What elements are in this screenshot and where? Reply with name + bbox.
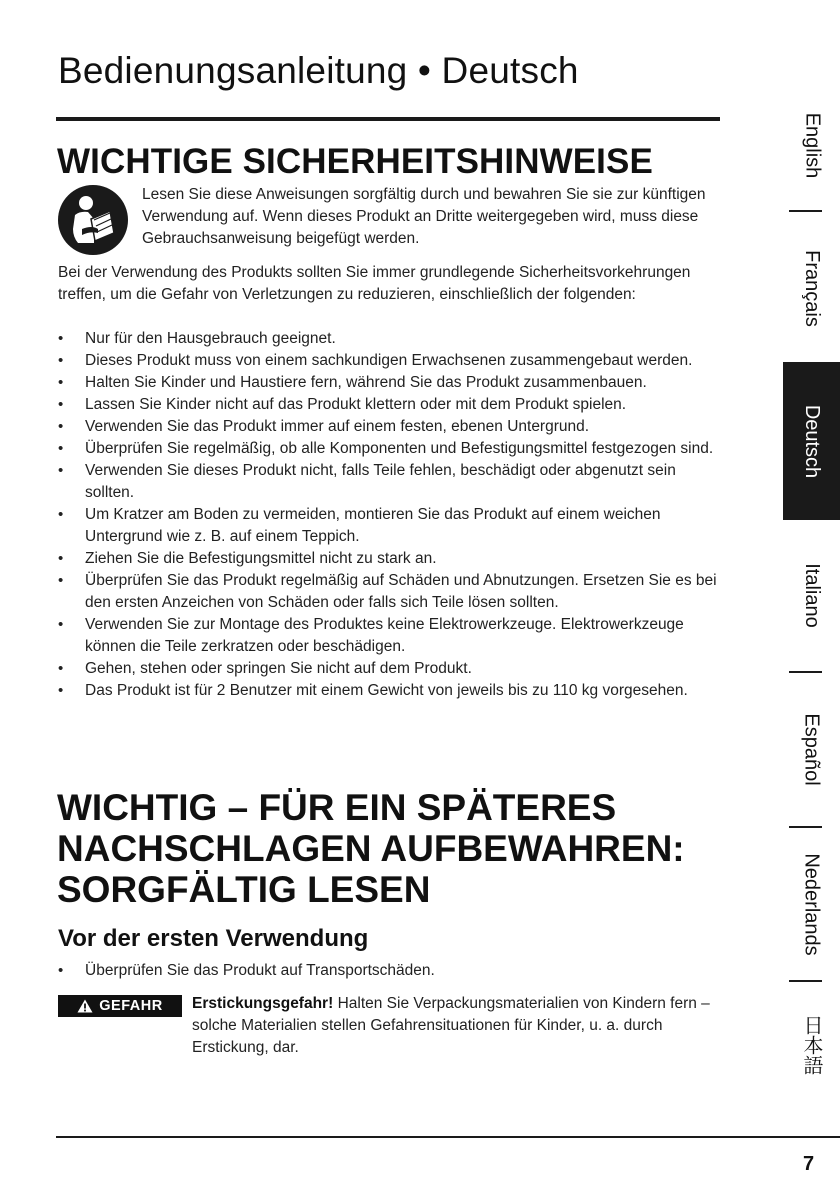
tab-divider xyxy=(789,671,822,673)
before-use-list xyxy=(58,960,728,982)
danger-body: Halten Sie Verpackungsmaterialien von Kindern fern – solche Materialien stellen Gefahrensituationen für Kinder, u. a. durch Erstickung, dar. xyxy=(192,995,710,1056)
tab-deutsch[interactable] xyxy=(783,362,840,520)
list-item: • Verwenden Sie das Produkt immer auf einem festen, ebenen Untergrund. xyxy=(58,416,728,438)
tab-label: 日本語 xyxy=(800,1015,822,1075)
safety-heading: WICHTIGE SICHERHEITSHINWEISE xyxy=(57,142,653,181)
list-item: • Überprüfen Sie regelmäßig, ob alle Komponenten und Befestigungsmittel festgezogen sind. xyxy=(58,438,728,460)
tab-label: Italiano xyxy=(801,562,823,628)
warning-triangle-icon xyxy=(77,999,93,1013)
list-item: • Verwenden Sie zur Montage des Produktes keine Elektrowerkzeuge. Elektrowerkzeuge können die Teile zerkratzen oder beschädigen. xyxy=(58,614,728,658)
list-item: • Um Kratzer am Boden zu vermeiden, montieren Sie das Produkt auf einem weichen Untergrund wie z. B. auf einem Teppich. xyxy=(58,504,728,548)
list-item: • Nur für den Hausgebrauch geeignet. xyxy=(58,328,728,350)
list-item: • Dieses Produkt muss von einem sachkundigen Erwachsenen zusammengebaut werden. xyxy=(58,350,728,372)
tab-label: Français xyxy=(801,249,824,327)
list-item: • Halten Sie Kinder und Haustiere fern, während Sie das Produkt zusammenbauen. xyxy=(58,372,728,394)
tab-label: Nederlands xyxy=(801,852,824,956)
list-item: • Gehen, stehen oder springen Sie nicht auf dem Produkt. xyxy=(58,658,728,680)
tab-italiano[interactable] xyxy=(783,525,840,665)
list-item: • Überprüfen Sie das Produkt regelmäßig auf Schäden und Abnutzungen. Ersetzen Sie es bei den ersten Anzeichen von Schäden oder falls sich Teile lösen sollten. xyxy=(58,570,728,614)
danger-label: GEFAHR xyxy=(99,998,163,1014)
footer-divider xyxy=(56,1136,840,1138)
list-item: • Das Produkt ist für 2 Benutzer mit einem Gewicht von jeweils bis zu 110 kg vorgesehen. xyxy=(58,680,728,702)
safety-paragraph: Bei der Verwendung des Produkts sollten Sie immer grundlegende Sicherheitsvorkehrungen treffen, um die Gefahr von Verletzungen zu reduzieren, einschließlich der folgenden: xyxy=(58,264,691,303)
tab-english[interactable] xyxy=(783,84,840,206)
before-use-heading: Vor der ersten Verwendung xyxy=(58,925,369,952)
list-item: • Ziehen Sie die Befestigungsmittel nicht zu stark an. xyxy=(58,548,728,570)
header-divider xyxy=(56,117,720,121)
tab-label: Español xyxy=(801,712,823,786)
tab-label: Deutsch xyxy=(801,404,823,478)
list-item: • Verwenden Sie dieses Produkt nicht, falls Teile fehlen, beschädigt oder abgenutzt sein sollten. xyxy=(58,460,728,504)
danger-text xyxy=(192,993,727,1059)
list-item: • Überprüfen Sie das Produkt auf Transportschäden. xyxy=(58,960,728,982)
page-number: 7 xyxy=(803,1153,815,1175)
keep-heading: WICHTIG – FÜR EIN SPÄTERES NACHSCHLAGEN AUFBEWAHREN: SORGFÄLTIG LESEN xyxy=(57,787,685,910)
danger-badge xyxy=(58,995,182,1017)
tab-divider xyxy=(789,826,822,828)
tab-francais[interactable] xyxy=(783,218,840,358)
safety-intro: Lesen Sie diese Anweisungen sorgfältig durch und bewahren Sie sie zur künftigen Verwendung auf. Wenn dieses Produkt an Dritte weitergegeben wird, muss diese Gebrauchsanweisung beigefügt werden. xyxy=(142,186,706,247)
safety-list xyxy=(58,328,728,702)
danger-bold: Erstickungsgefahr! xyxy=(192,995,334,1012)
tab-nederlands[interactable] xyxy=(783,834,840,974)
tab-japanese[interactable] xyxy=(783,990,840,1100)
read-manual-icon xyxy=(58,185,128,255)
tab-divider xyxy=(789,210,822,212)
list-item: • Lassen Sie Kinder nicht auf das Produkt klettern oder mit dem Produkt spielen. xyxy=(58,394,728,416)
page-header-title: Bedienungsanleitung • Deutsch xyxy=(58,50,579,91)
tab-label: English xyxy=(801,112,824,178)
tab-espanol[interactable] xyxy=(783,679,840,819)
tab-divider xyxy=(789,980,822,982)
